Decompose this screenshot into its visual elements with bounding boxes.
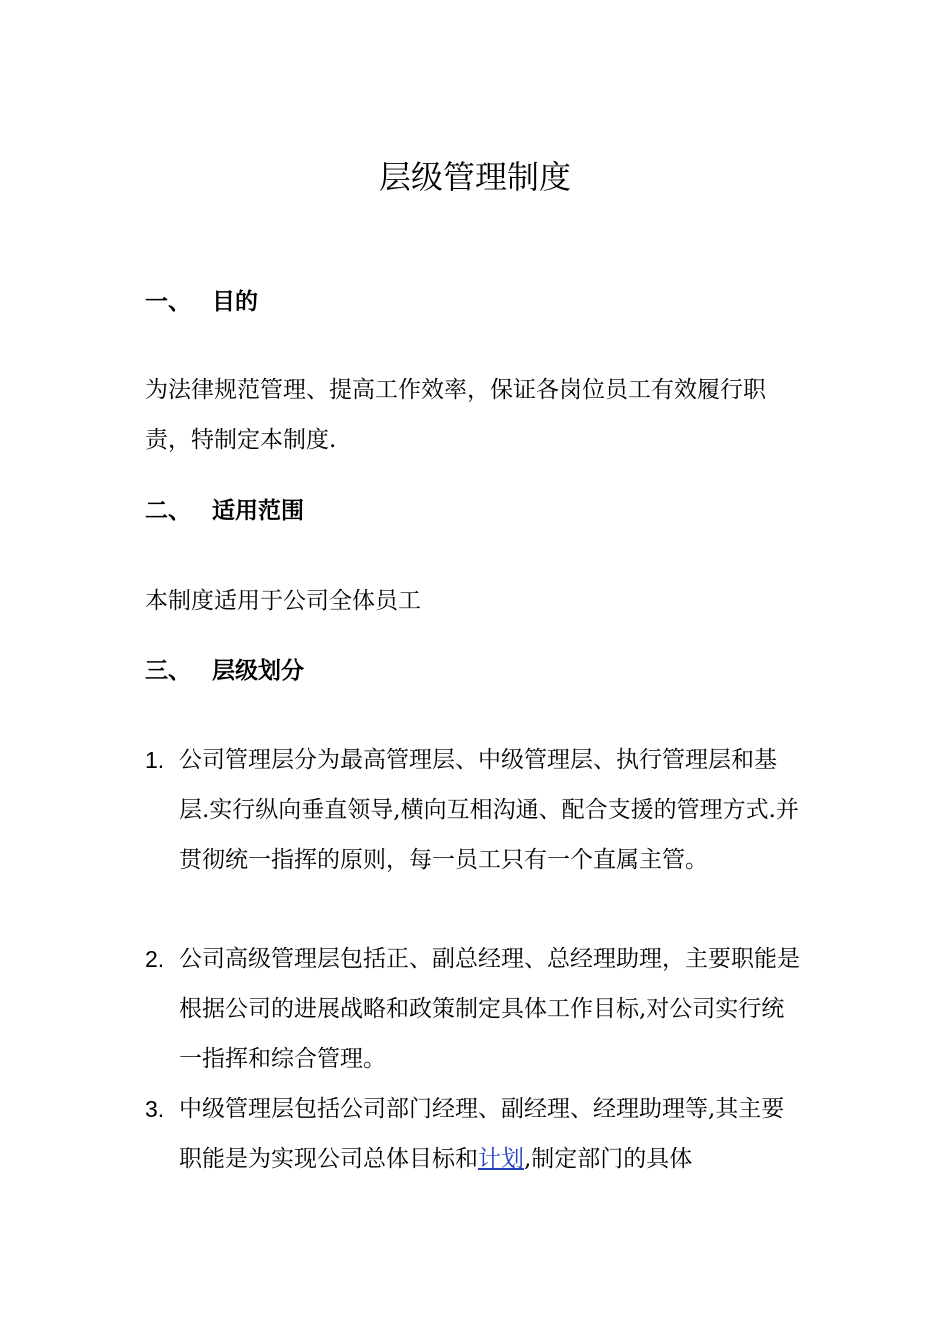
section-title: 目的: [212, 289, 258, 315]
section-number: 一、: [145, 289, 191, 315]
purpose-paragraph: 为法律规范管理、提高工作效率，保证各岗位员工有效履行职责，特制定本制度.: [145, 377, 766, 453]
scope-paragraph: 本制度适用于公司全体员工: [145, 588, 421, 614]
list-item-text: [179, 1084, 807, 1184]
plan-link[interactable]: 计划: [478, 1146, 524, 1172]
list-item-text-after-link: ,制定部门的具体: [524, 1146, 693, 1172]
section-heading-scope: [145, 493, 304, 529]
section-number: 二、: [145, 498, 191, 524]
list-item: [145, 735, 807, 885]
list-marker: 2.: [145, 946, 165, 972]
section-title: 层级划分: [212, 658, 304, 684]
section-number: 三、: [145, 658, 191, 684]
list-item: [145, 934, 807, 1084]
list-item-text: 公司管理层分为最高管理层、中级管理层、执行管理层和基层.实行纵向垂直领导,横向互相沟通、配合支援的管理方式.并贯彻统一指挥的原则，每一员工只有一个直属主管。: [179, 747, 799, 873]
section-heading-purpose: [145, 284, 258, 320]
list-item-text-before-link: 中级管理层包括公司部门经理、副经理、经理助理等,其主要职能是为实现公司总体目标和: [179, 1096, 785, 1172]
document-title: 层级管理制度: [378, 158, 571, 196]
list-marker: 3.: [145, 1096, 165, 1122]
section-heading-levels: [145, 653, 304, 689]
section-title: 适用范围: [212, 498, 304, 524]
list-item-text: 公司高级管理层包括正、副总经理、总经理助理，主要职能是根据公司的进展战略和政策制定具体工作目标,对公司实行统一指挥和综合管理。: [179, 946, 800, 1072]
list-item: [145, 1084, 807, 1184]
list-marker: 1.: [145, 747, 165, 773]
